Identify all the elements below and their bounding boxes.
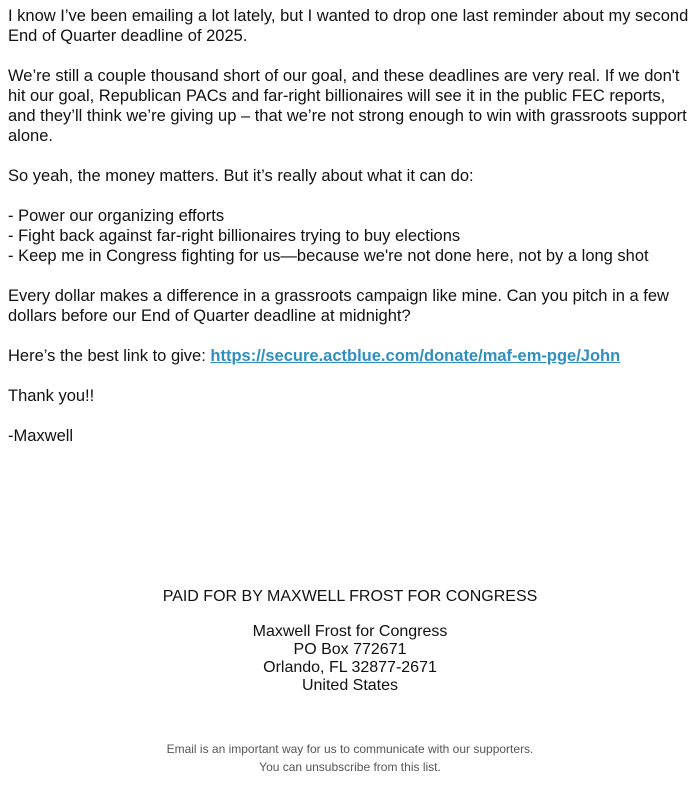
goal-paragraph: We’re still a couple thousand short of our goal, and these deadlines are very real. If we don't hit our goal, Republican PACs and far-right billionaires will see it in the public FEC reports, and they’ll think we’re giving up – that we’re not strong enough to win with grassroots support alone.	[8, 67, 687, 145]
donate-link[interactable]: https://secure.actblue.com/donate/maf-em-pge/John	[210, 347, 621, 365]
list-item: - Fight back against far-right billionaires trying to buy elections	[8, 227, 461, 245]
thanks-line: Thank you!!	[8, 387, 95, 405]
bullet-list	[8, 206, 694, 266]
address-country: United States	[301, 677, 399, 694]
list-item: - Power our organizing efforts	[8, 207, 225, 225]
link-paragraph	[8, 346, 694, 366]
email-body	[8, 6, 694, 466]
communication-note: Email is an important way for us to communicate with our supporters.	[166, 742, 534, 756]
mailing-address	[0, 623, 700, 695]
signature: -Maxwell	[8, 427, 74, 445]
ask-paragraph: Every dollar makes a difference in a grassroots campaign like mine. Can you pitch in a few dollars before our End of Quarter deadline at midnight?	[8, 287, 669, 325]
intro-paragraph: I know I’ve been emailing a lot lately, but I wanted to drop one last reminder about my second End of Quarter deadline of 2025.	[8, 7, 689, 45]
link-prefix: Here’s the best link to give:	[8, 347, 211, 365]
footer	[0, 587, 700, 695]
money-paragraph: So yeah, the money matters. But it’s really about what it can do:	[8, 167, 474, 185]
paid-for-disclaimer: PAID FOR BY MAXWELL FROST FOR CONGRESS	[162, 588, 538, 605]
address-po-box: PO Box 772671	[293, 641, 407, 658]
list-item: - Keep me in Congress fighting for us—because we're not done here, not by a long shot	[8, 247, 649, 265]
unsubscribe-link[interactable]: You can unsubscribe from this list.	[259, 760, 441, 774]
fine-print	[0, 740, 700, 776]
address-name: Maxwell Frost for Congress	[252, 623, 448, 640]
address-city: Orlando, FL 32877-2671	[263, 659, 437, 676]
